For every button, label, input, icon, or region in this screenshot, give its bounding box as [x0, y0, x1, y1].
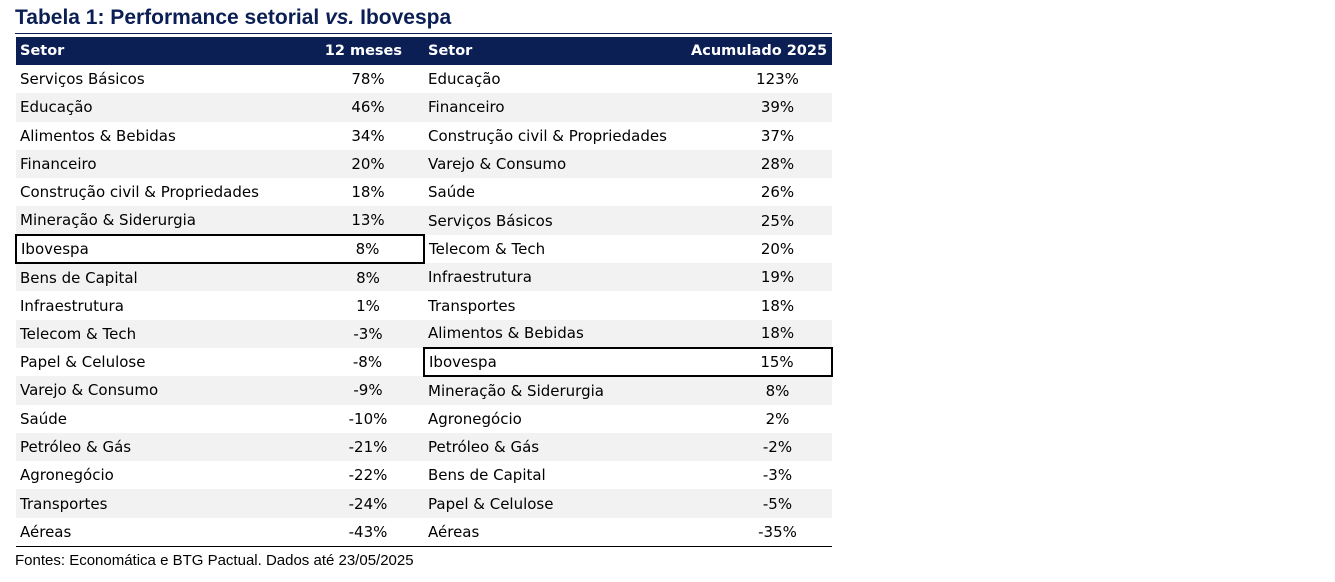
left-value-cell: 13% [276, 206, 424, 234]
right-sector-cell: Financeiro [424, 93, 687, 121]
table-row [16, 263, 832, 291]
left-sector-cell: Educação [16, 93, 276, 121]
left-value-cell: 8% [276, 235, 424, 263]
table-row [16, 376, 832, 404]
right-sector-cell: Telecom & Tech [429, 239, 546, 258]
right-sector-cell: Bens de Capital [428, 466, 546, 485]
right-value-cell: 18% [687, 320, 832, 348]
right-sector-cell: Serviços Básicos [424, 206, 687, 234]
table-row [16, 518, 832, 546]
right-value-cell: 2% [765, 409, 790, 428]
table-body [16, 65, 832, 546]
right-sector-cell: Varejo & Consumo [424, 150, 687, 178]
right-sector-cell: Saúde [428, 183, 475, 202]
right-sector-cell: Petróleo & Gás [424, 433, 687, 461]
title-vs: vs. [325, 6, 355, 29]
header-sector-12m: Setor [16, 37, 276, 65]
left-sector-cell: Saúde [20, 409, 67, 428]
left-sector-cell: Bens de Capital [16, 263, 276, 291]
left-value-cell: -21% [276, 433, 424, 461]
table-row [16, 178, 832, 206]
left-value-cell: -8% [352, 353, 383, 372]
left-value-cell: -43% [276, 518, 424, 546]
left-value-cell: -9% [276, 376, 424, 404]
right-value-cell: 19% [687, 263, 832, 291]
table-row [16, 235, 832, 263]
table-row [16, 206, 832, 234]
table-row [16, 65, 832, 93]
right-value-cell: 123% [756, 70, 799, 89]
right-sector-cell: Aéreas [424, 518, 687, 546]
table-row [16, 405, 832, 433]
left-sector-cell: Ibovespa [16, 235, 276, 263]
table-title [15, 6, 451, 30]
left-value-cell: 20% [276, 150, 424, 178]
left-sector-cell: Transportes [16, 489, 276, 517]
right-value-cell: -5% [687, 489, 832, 517]
title-prefix: Tabela 1: Performance setorial [15, 6, 326, 29]
header-sector-ytd: Setor [424, 37, 687, 65]
right-sector-cell: Agronegócio [428, 409, 522, 428]
right-sector-cell: Infraestrutura [424, 263, 687, 291]
table-row [16, 348, 832, 376]
table-row [16, 461, 832, 489]
left-value-cell: -10% [348, 409, 388, 428]
right-sector-cell: Ibovespa [424, 348, 687, 376]
left-sector-cell: Papel & Celulose [20, 353, 146, 372]
right-value-cell: 39% [687, 93, 832, 121]
left-value-cell: -24% [276, 489, 424, 517]
right-value-cell: -3% [762, 466, 793, 485]
left-value-cell: 18% [351, 183, 385, 202]
right-sector-cell: Papel & Celulose [424, 489, 687, 517]
right-value-cell: -35% [687, 518, 832, 546]
right-value-cell: 28% [687, 150, 832, 178]
left-value-cell: 34% [351, 126, 385, 145]
right-value-cell: -2% [687, 433, 832, 461]
left-sector-cell: Serviços Básicos [20, 70, 145, 89]
left-value-cell: 8% [276, 263, 424, 291]
right-value-cell: 18% [760, 296, 795, 315]
title-suffix: Ibovespa [354, 6, 452, 29]
table-row [16, 320, 832, 348]
left-value-cell: 1% [356, 296, 380, 315]
left-sector-cell: Alimentos & Bebidas [20, 126, 176, 145]
left-value-cell: 46% [276, 93, 424, 121]
left-sector-cell: Mineração & Siderurgia [16, 206, 276, 234]
left-value-cell: 78% [351, 70, 385, 89]
right-value-cell: 15% [687, 348, 832, 376]
right-value-cell: 8% [687, 376, 832, 404]
right-sector-cell: Construção civil & Propriedades [428, 126, 667, 145]
left-sector-cell: Infraestrutura [20, 296, 124, 315]
table-row [16, 122, 832, 150]
table-row [16, 150, 832, 178]
right-value-cell: 26% [760, 183, 795, 202]
header-12-meses: 12 meses [276, 37, 424, 65]
left-sector-cell: Aéreas [16, 518, 276, 546]
table-row [16, 291, 832, 319]
left-sector-cell: Petróleo & Gás [16, 433, 276, 461]
right-value-cell: 25% [687, 206, 832, 234]
left-sector-cell: Financeiro [16, 150, 276, 178]
header-acumulado-2025: Acumulado 2025 [687, 37, 832, 65]
right-sector-cell: Educação [428, 70, 501, 89]
right-value-cell: 20% [760, 239, 795, 258]
right-sector-cell: Mineração & Siderurgia [424, 376, 687, 404]
left-sector-cell: Agronegócio [20, 466, 114, 485]
performance-table [15, 37, 833, 547]
table-header-row [16, 37, 832, 65]
left-sector-cell: Telecom & Tech [16, 320, 276, 348]
left-sector-cell: Construção civil & Propriedades [20, 183, 259, 202]
left-value-cell: -3% [276, 320, 424, 348]
table-row [16, 433, 832, 461]
table-row [16, 93, 832, 121]
right-sector-cell: Transportes [428, 296, 516, 315]
source-note: Fontes: Economática e BTG Pactual. Dados até 23/05/2025 [15, 552, 414, 569]
right-value-cell: 37% [760, 126, 795, 145]
left-value-cell: -22% [348, 466, 388, 485]
right-sector-cell: Alimentos & Bebidas [424, 320, 687, 348]
left-sector-cell: Varejo & Consumo [16, 376, 276, 404]
table-row [16, 489, 832, 517]
title-divider [15, 33, 832, 34]
